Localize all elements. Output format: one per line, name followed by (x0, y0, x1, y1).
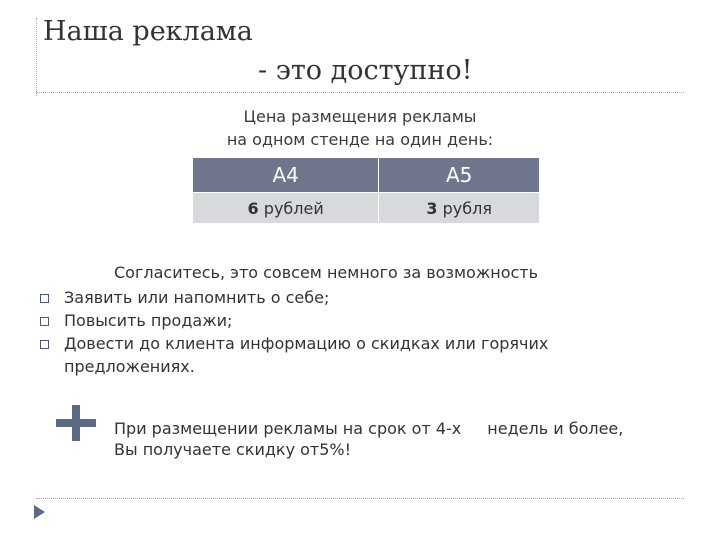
price-intro (150, 105, 570, 151)
benefits-list (40, 286, 640, 378)
price-table-header-row (193, 158, 540, 193)
footer-divider (36, 498, 684, 499)
price-table (192, 157, 540, 224)
slide-title-line1: Наша реклама (43, 16, 253, 47)
list-item (40, 332, 640, 378)
price-table-header-a5: А5 (379, 158, 540, 193)
price-cell-a5 (379, 193, 540, 224)
price-amount-a4: 6 (247, 198, 259, 218)
list-item (40, 286, 640, 309)
price-unit-a4: рублей (263, 198, 324, 218)
checkbox-square-icon (40, 340, 49, 349)
checkbox-square-icon (40, 317, 49, 326)
price-table-header-a4: А4 (193, 158, 379, 193)
title-vertical-divider (36, 18, 37, 96)
price-cell-a4 (193, 193, 379, 224)
checkbox-square-icon (40, 294, 49, 303)
slide-title-line2: - это доступно! (258, 55, 473, 86)
price-amount-a5: 3 (426, 198, 438, 218)
list-item-text: Довести до клиента информацию о скидках или горячих предложениях. (64, 334, 549, 376)
price-intro-line2: на одном стенде на один день: (226, 130, 494, 149)
discount-text-part2: недель и более, Вы получаете скидку от5%! (114, 419, 624, 459)
price-table-row (193, 193, 540, 224)
list-item (40, 309, 640, 332)
list-item-text: Заявить или напомнить о себе; (64, 288, 330, 307)
price-unit-a5: рубля (442, 198, 492, 218)
price-intro-line1: Цена размещения рекламы (243, 107, 477, 126)
title-divider (36, 92, 684, 93)
plus-icon (56, 405, 96, 441)
plus-icon-vertical-bar (72, 405, 80, 441)
list-item-text: Повысить продажи; (64, 311, 233, 330)
benefits-intro: Согласитесь, это совсем немного за возможность (114, 263, 539, 282)
discount-text-part1: При размещении рекламы на срок от 4-х (114, 419, 462, 438)
triangle-arrow-icon[interactable] (34, 505, 45, 519)
discount-note (114, 418, 650, 460)
